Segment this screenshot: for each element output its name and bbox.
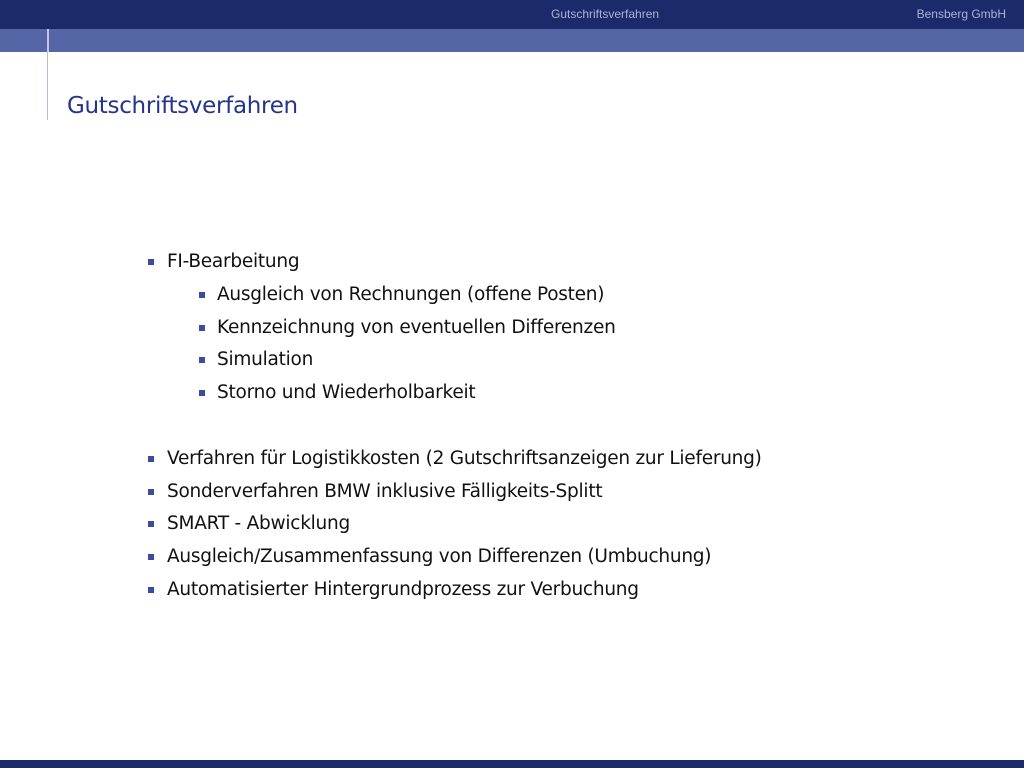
sub-bullet-item <box>148 281 762 314</box>
square-bullet-icon <box>199 292 205 298</box>
square-bullet-icon <box>148 259 154 265</box>
square-bullet-icon <box>148 456 154 462</box>
square-bullet-icon <box>148 587 154 593</box>
bullet-item <box>148 478 762 511</box>
bullet-text: Storno und Wiederholbarkeit <box>217 382 476 404</box>
bullet-item <box>148 543 762 576</box>
bullet-text: Simulation <box>217 349 314 371</box>
footer-bar <box>0 760 1024 768</box>
bullet-list <box>148 248 762 609</box>
bullet-item <box>148 576 762 609</box>
header-company: Bensberg GmbH <box>916 7 1006 21</box>
square-bullet-icon <box>148 521 154 527</box>
square-bullet-icon <box>199 325 205 331</box>
bullet-text: Ausgleich von Rechnungen (offene Posten) <box>217 283 605 305</box>
square-bullet-icon <box>199 357 205 363</box>
square-bullet-icon <box>148 554 154 560</box>
bullet-text: Ausgleich/Zusammenfassung von Differenzen (Umbuchung) <box>167 546 712 568</box>
sub-bullet-item <box>148 314 762 347</box>
vertical-rule <box>47 52 48 120</box>
header-divider <box>47 29 49 52</box>
bullet-text: Verfahren für Logistikkosten (2 Gutschriftsanzeigen zur Lieferung) <box>167 447 762 469</box>
header-title: Gutschriftsverfahren <box>551 7 660 21</box>
bullet-item <box>148 510 762 543</box>
square-bullet-icon <box>148 489 154 495</box>
sub-bullet-item <box>148 379 762 412</box>
bullet-text: SMART - Abwicklung <box>167 513 350 535</box>
bullet-item <box>148 248 762 281</box>
square-bullet-icon <box>199 390 205 396</box>
bullet-text: Kennzeichnung von eventuellen Differenzen <box>217 316 616 338</box>
bullet-text: FI-Bearbeitung <box>167 251 300 272</box>
page-title: Gutschriftsverfahren <box>67 93 298 119</box>
header-accent-bar <box>0 29 1024 52</box>
bullet-item <box>148 445 762 478</box>
sub-bullet-item <box>148 346 762 379</box>
header-bar <box>0 0 1024 29</box>
bullet-text: Automatisierter Hintergrundprozess zur Verbuchung <box>167 578 639 600</box>
bullet-text: Sonderverfahren BMW inklusive Fälligkeits-Splitt <box>167 480 603 502</box>
